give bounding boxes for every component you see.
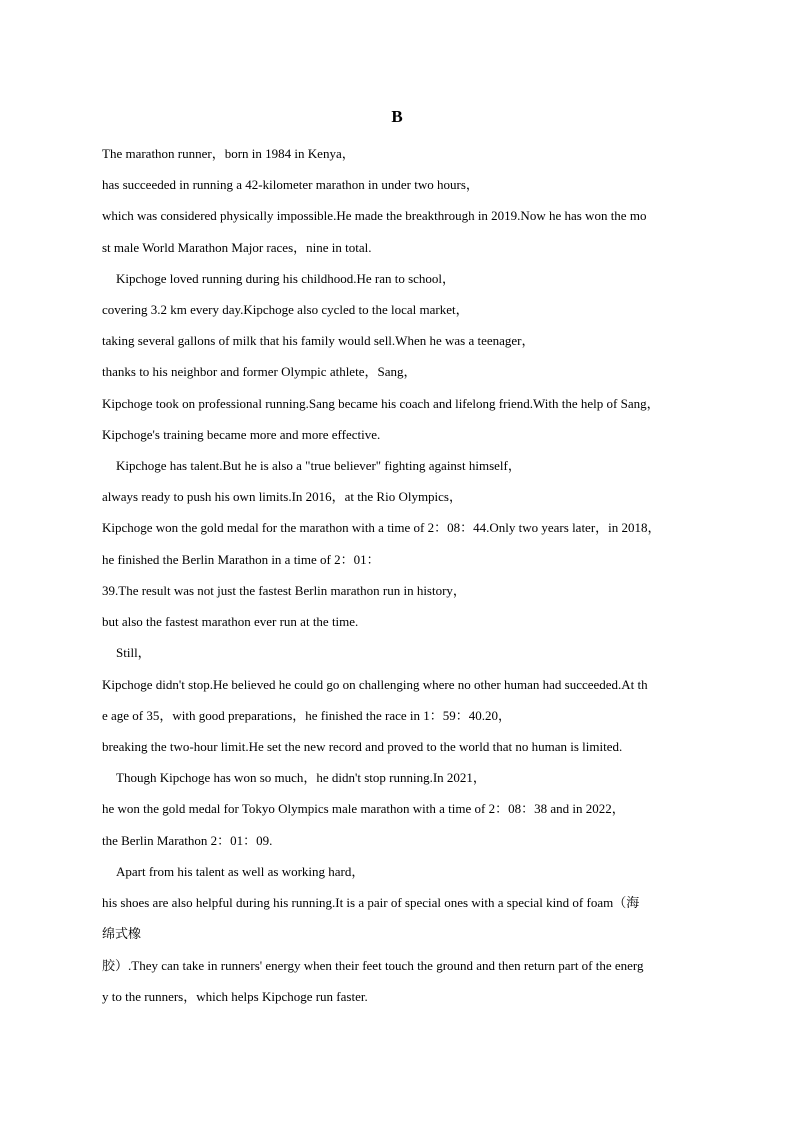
text-line: e age of 35，with good preparations，he finished the race in 1：59：40.20， bbox=[102, 708, 512, 723]
text-line: breaking the two-hour limit.He set the new record and proved to the world that no human is limited. bbox=[102, 739, 623, 754]
text-line: but also the fastest marathon ever run at the time. bbox=[102, 614, 359, 629]
text-line: thanks to his neighbor and former Olympic athlete，Sang， bbox=[102, 364, 417, 379]
text-line: his shoes are also helpful during his running.It is a pair of special ones with a special kind of foam（海 bbox=[102, 895, 640, 910]
text-line: y to the runners，which helps Kipchoge run faster. bbox=[102, 989, 368, 1004]
paragraph-start-line: Kipchoge loved running during his childhood.He ran to school， bbox=[116, 271, 456, 286]
text-line: 胶）.They can take in runners' energy when their feet touch the ground and then return part of the energ bbox=[102, 958, 644, 973]
text-line: covering 3.2 km every day.Kipchoge also cycled to the local market， bbox=[102, 302, 469, 317]
text-line: 39.The result was not just the fastest Berlin marathon run in history， bbox=[102, 583, 466, 598]
text-line: 绵式橡 bbox=[102, 926, 142, 941]
passage-heading: B bbox=[391, 107, 403, 126]
text-line: taking several gallons of milk that his family would sell.When he was a teenager， bbox=[102, 333, 535, 348]
text-line: st male World Marathon Major races，nine in total. bbox=[102, 240, 372, 255]
text-line: which was considered physically impossible.He made the breakthrough in 2019.Now he has won the mo bbox=[102, 208, 647, 223]
text-line: the Berlin Marathon 2：01：09. bbox=[102, 833, 273, 848]
text-line: Kipchoge didn't stop.He believed he could go on challenging where no other human had succeeded.At th bbox=[102, 677, 648, 692]
paragraph-start-line: Though Kipchoge has won so much，he didn't stop running.In 2021， bbox=[116, 770, 486, 785]
text-line: Kipchoge's training became more and more effective. bbox=[102, 427, 381, 442]
text-line: Kipchoge took on professional running.Sang became his coach and lifelong friend.With the help of Sang， bbox=[102, 396, 660, 411]
text-line: has succeeded in running a 42-kilometer marathon in under two hours， bbox=[102, 177, 479, 192]
text-line: he won the gold medal for Tokyo Olympics male marathon with a time of 2：08：38 and in 2022， bbox=[102, 801, 625, 816]
paragraph-start-line: Apart from his talent as well as working hard， bbox=[116, 864, 365, 879]
paragraph-start-line: Kipchoge has talent.But he is also a "true believer" fighting against himself， bbox=[116, 458, 521, 473]
text-line: Kipchoge won the gold medal for the marathon with a time of 2：08：44.Only two years later，in 2018， bbox=[102, 520, 661, 535]
paragraph-start-line: Still， bbox=[116, 645, 151, 660]
text-line: The marathon runner，born in 1984 in Kenya， bbox=[102, 146, 355, 161]
text-line: he finished the Berlin Marathon in a time of 2：01： bbox=[102, 552, 380, 567]
text-line: always ready to push his own limits.In 2016，at the Rio Olympics， bbox=[102, 489, 462, 504]
